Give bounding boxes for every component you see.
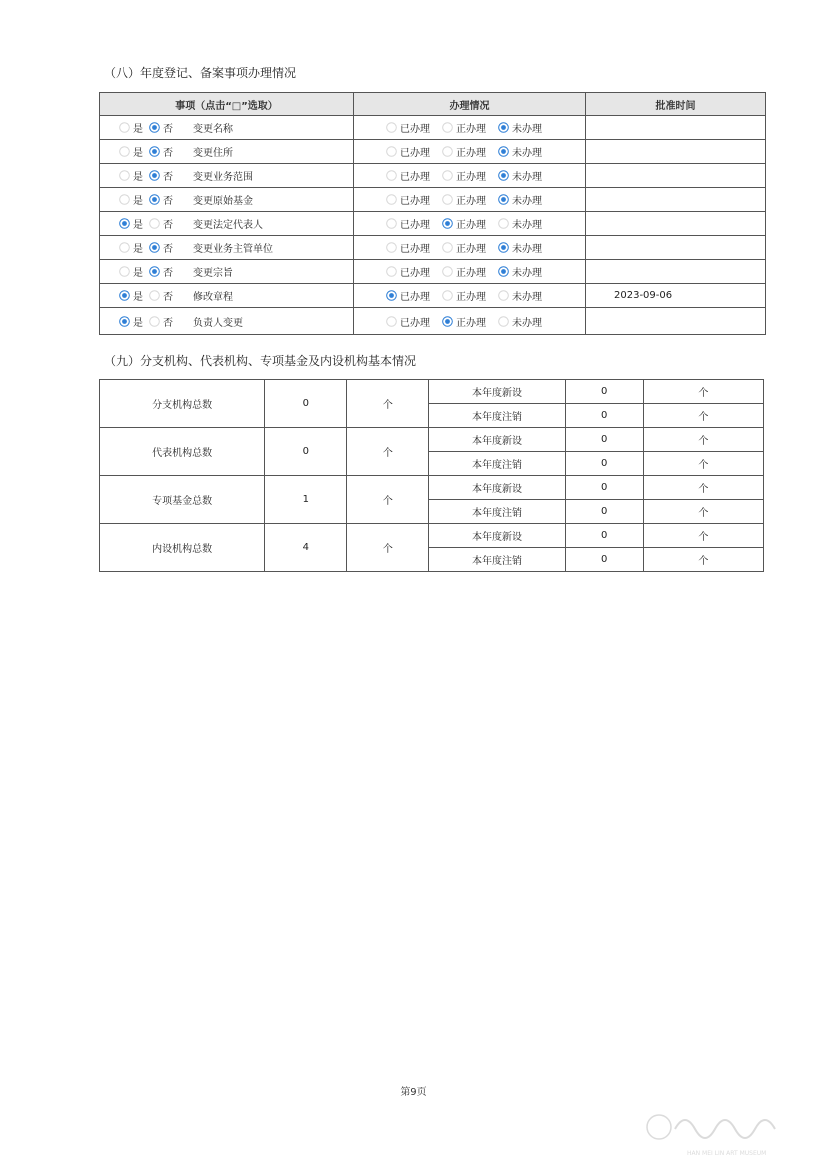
option-label: 未办理 [512, 196, 542, 207]
unit-label: 个 [643, 452, 763, 476]
not-done-option[interactable] [498, 240, 542, 255]
radio-checked-icon[interactable] [149, 170, 160, 181]
radio-checked-icon[interactable] [119, 218, 130, 229]
in-progress-option[interactable] [442, 192, 486, 207]
not-done-option[interactable] [498, 144, 542, 159]
yes-option[interactable] [119, 216, 143, 231]
matter-name: 修改章程 [193, 292, 233, 303]
yes-option[interactable] [119, 288, 143, 303]
institution-type: 代表机构总数 [100, 428, 265, 476]
institution-type: 分支机构总数 [100, 380, 265, 428]
cancel-label: 本年度注销 [429, 548, 565, 572]
matter-name: 变更宗旨 [193, 268, 233, 279]
radio-unchecked-icon[interactable] [442, 194, 453, 205]
matter-cell [100, 116, 354, 140]
institution-type: 内设机构总数 [100, 524, 265, 572]
done-option[interactable] [386, 314, 430, 329]
approval-date [586, 308, 766, 335]
matter-cell [100, 284, 354, 308]
option-label: 已办理 [400, 268, 430, 279]
option-label: 正办理 [456, 220, 486, 231]
done-option[interactable] [386, 144, 430, 159]
option-label: 正办理 [456, 124, 486, 135]
option-label: 是 [133, 220, 143, 231]
approval-date [586, 260, 766, 284]
radio-checked-icon[interactable] [149, 146, 160, 157]
option-label: 否 [163, 292, 173, 303]
table-row [100, 380, 764, 404]
radio-unchecked-icon[interactable] [149, 218, 160, 229]
option-label: 未办理 [512, 148, 542, 159]
new-label: 本年度新设 [429, 524, 565, 548]
institution-type: 专项基金总数 [100, 476, 265, 524]
yes-option[interactable] [119, 168, 143, 183]
not-done-option[interactable] [498, 288, 542, 303]
approval-date [586, 212, 766, 236]
option-label: 否 [163, 124, 173, 135]
matter-cell [100, 212, 354, 236]
no-option[interactable] [149, 120, 173, 135]
approval-date [586, 236, 766, 260]
unit-label: 个 [643, 476, 763, 500]
option-label: 否 [163, 148, 173, 159]
in-progress-option[interactable] [442, 314, 486, 329]
in-progress-option[interactable] [442, 216, 486, 231]
in-progress-option[interactable] [442, 240, 486, 255]
radio-unchecked-icon[interactable] [386, 146, 397, 157]
museum-watermark-logo [645, 1099, 805, 1159]
institution-total: 0 [265, 428, 347, 476]
approval-date [586, 188, 766, 212]
table-row [100, 284, 766, 308]
matter-cell [100, 164, 354, 188]
no-option[interactable] [149, 168, 173, 183]
header-approval-date: 批准时间 [586, 93, 766, 116]
radio-unchecked-icon[interactable] [386, 316, 397, 327]
branch-institutions-table [99, 379, 764, 572]
radio-unchecked-icon[interactable] [386, 242, 397, 253]
approval-date: 2023-09-06 [586, 284, 766, 308]
radio-checked-icon[interactable] [442, 316, 453, 327]
matter-cell [100, 236, 354, 260]
yes-option[interactable] [119, 314, 143, 329]
table-row [100, 260, 766, 284]
institution-total: 4 [265, 524, 347, 572]
cancel-count: 0 [565, 452, 643, 476]
radio-unchecked-icon[interactable] [119, 242, 130, 253]
radio-unchecked-icon[interactable] [386, 218, 397, 229]
done-option[interactable] [386, 216, 430, 231]
radio-unchecked-icon[interactable] [149, 290, 160, 301]
radio-unchecked-icon[interactable] [498, 290, 509, 301]
cancel-label: 本年度注销 [429, 500, 565, 524]
option-label: 正办理 [456, 196, 486, 207]
option-label: 是 [133, 292, 143, 303]
approval-date [586, 116, 766, 140]
status-cell [354, 140, 586, 164]
new-label: 本年度新设 [429, 380, 565, 404]
unit-label: 个 [643, 548, 763, 572]
status-cell [354, 164, 586, 188]
status-cell [354, 212, 586, 236]
status-cell [354, 284, 586, 308]
new-label: 本年度新设 [429, 476, 565, 500]
unit-label: 个 [347, 380, 429, 428]
no-option[interactable] [149, 240, 173, 255]
unit-label: 个 [643, 524, 763, 548]
option-label: 是 [133, 196, 143, 207]
option-label: 是 [133, 124, 143, 135]
radio-checked-icon[interactable] [149, 122, 160, 133]
radio-checked-icon[interactable] [498, 122, 509, 133]
radio-checked-icon[interactable] [119, 290, 130, 301]
status-cell [354, 188, 586, 212]
section-8-title: （八）年度登记、备案事项办理情况 [104, 66, 297, 80]
option-label: 未办理 [512, 220, 542, 231]
option-label: 已办理 [400, 124, 430, 135]
radio-checked-icon[interactable] [498, 266, 509, 277]
option-label: 未办理 [512, 317, 542, 329]
no-option[interactable] [149, 192, 173, 207]
radio-unchecked-icon[interactable] [498, 218, 509, 229]
option-label: 否 [163, 220, 173, 231]
radio-unchecked-icon[interactable] [386, 170, 397, 181]
yes-option[interactable] [119, 264, 143, 279]
radio-unchecked-icon[interactable] [149, 316, 160, 327]
option-label: 已办理 [400, 317, 430, 329]
table-row [100, 140, 766, 164]
table-row [100, 236, 766, 260]
matter-cell [100, 188, 354, 212]
radio-checked-icon[interactable] [498, 242, 509, 253]
matter-name: 变更原始基金 [193, 196, 253, 207]
option-label: 正办理 [456, 317, 486, 329]
status-cell [354, 116, 586, 140]
not-done-option[interactable] [498, 314, 542, 329]
yes-option[interactable] [119, 192, 143, 207]
matter-name: 变更名称 [193, 124, 233, 135]
institution-total: 0 [265, 380, 347, 428]
radio-unchecked-icon[interactable] [442, 122, 453, 133]
table-row [100, 476, 764, 500]
table-row [100, 428, 764, 452]
done-option[interactable] [386, 240, 430, 255]
option-label: 正办理 [456, 172, 486, 183]
new-label: 本年度新设 [429, 428, 565, 452]
not-done-option[interactable] [498, 120, 542, 135]
cancel-count: 0 [565, 500, 643, 524]
option-label: 已办理 [400, 172, 430, 183]
yes-option[interactable] [119, 240, 143, 255]
radio-unchecked-icon[interactable] [119, 266, 130, 277]
option-label: 否 [163, 244, 173, 255]
matter-name: 变更住所 [193, 148, 233, 159]
approval-date [586, 140, 766, 164]
matter-name: 变更业务范围 [193, 172, 253, 183]
not-done-option[interactable] [498, 216, 542, 231]
new-count: 0 [565, 380, 643, 404]
option-label: 未办理 [512, 244, 542, 255]
matter-name: 负责人变更 [193, 317, 243, 329]
radio-unchecked-icon[interactable] [386, 266, 397, 277]
option-label: 已办理 [400, 292, 430, 303]
radio-checked-icon[interactable] [498, 146, 509, 157]
no-option[interactable] [149, 144, 173, 159]
cancel-label: 本年度注销 [429, 452, 565, 476]
option-label: 正办理 [456, 292, 486, 303]
radio-unchecked-icon[interactable] [498, 316, 509, 327]
radio-unchecked-icon[interactable] [442, 170, 453, 181]
table-row [100, 188, 766, 212]
option-label: 已办理 [400, 244, 430, 255]
unit-label: 个 [347, 428, 429, 476]
option-label: 是 [133, 148, 143, 159]
unit-label: 个 [347, 476, 429, 524]
option-label: 已办理 [400, 220, 430, 231]
radio-checked-icon[interactable] [149, 242, 160, 253]
no-option[interactable] [149, 216, 173, 231]
cancel-count: 0 [565, 548, 643, 572]
section-9-title: （九）分支机构、代表机构、专项基金及内设机构基本情况 [104, 354, 417, 368]
option-label: 是 [133, 268, 143, 279]
option-label: 正办理 [456, 148, 486, 159]
option-label: 未办理 [512, 172, 542, 183]
no-option[interactable] [149, 314, 173, 329]
status-cell [354, 308, 586, 335]
new-count: 0 [565, 524, 643, 548]
radio-checked-icon[interactable] [119, 316, 130, 327]
watermark-text: HAN MEI LIN ART MUSEUM [687, 1150, 767, 1157]
matter-name: 变更业务主管单位 [193, 244, 273, 255]
radio-unchecked-icon[interactable] [442, 146, 453, 157]
radio-unchecked-icon[interactable] [442, 290, 453, 301]
radio-unchecked-icon[interactable] [442, 266, 453, 277]
not-done-option[interactable] [498, 264, 542, 279]
not-done-option[interactable] [498, 192, 542, 207]
unit-label: 个 [643, 404, 763, 428]
radio-unchecked-icon[interactable] [119, 194, 130, 205]
done-option[interactable] [386, 120, 430, 135]
option-label: 已办理 [400, 148, 430, 159]
radio-unchecked-icon[interactable] [386, 194, 397, 205]
radio-unchecked-icon[interactable] [119, 170, 130, 181]
radio-checked-icon[interactable] [149, 194, 160, 205]
radio-checked-icon[interactable] [442, 218, 453, 229]
radio-unchecked-icon[interactable] [119, 122, 130, 133]
option-label: 正办理 [456, 268, 486, 279]
option-label: 否 [163, 317, 173, 329]
done-option[interactable] [386, 168, 430, 183]
matter-cell [100, 260, 354, 284]
matter-cell [100, 140, 354, 164]
not-done-option[interactable] [498, 168, 542, 183]
no-option[interactable] [149, 288, 173, 303]
yes-option[interactable] [119, 144, 143, 159]
institution-total: 1 [265, 476, 347, 524]
radio-checked-icon[interactable] [498, 194, 509, 205]
done-option[interactable] [386, 192, 430, 207]
header-matter: 事项（点击“□”选取） [100, 93, 354, 116]
option-label: 否 [163, 196, 173, 207]
radio-checked-icon[interactable] [386, 290, 397, 301]
option-label: 未办理 [512, 124, 542, 135]
table-row [100, 308, 766, 335]
status-cell [354, 260, 586, 284]
unit-label: 个 [643, 428, 763, 452]
done-option[interactable] [386, 288, 430, 303]
radio-checked-icon[interactable] [498, 170, 509, 181]
radio-unchecked-icon[interactable] [119, 146, 130, 157]
table-row [100, 164, 766, 188]
in-progress-option[interactable] [442, 288, 486, 303]
in-progress-option[interactable] [442, 120, 486, 135]
table-row [100, 116, 766, 140]
table-row [100, 212, 766, 236]
status-cell [354, 236, 586, 260]
yes-option[interactable] [119, 120, 143, 135]
option-label: 未办理 [512, 292, 542, 303]
option-label: 未办理 [512, 268, 542, 279]
option-label: 否 [163, 172, 173, 183]
option-label: 是 [133, 244, 143, 255]
option-label: 是 [133, 172, 143, 183]
approval-date [586, 164, 766, 188]
matter-cell [100, 308, 354, 335]
radio-unchecked-icon[interactable] [442, 242, 453, 253]
radio-checked-icon[interactable] [149, 266, 160, 277]
page-number: 第9页 [400, 1087, 427, 1098]
no-option[interactable] [149, 264, 173, 279]
cancel-label: 本年度注销 [429, 404, 565, 428]
done-option[interactable] [386, 264, 430, 279]
option-label: 已办理 [400, 196, 430, 207]
in-progress-option[interactable] [442, 168, 486, 183]
matter-name: 变更法定代表人 [193, 220, 263, 231]
new-count: 0 [565, 476, 643, 500]
option-label: 否 [163, 268, 173, 279]
option-label: 是 [133, 317, 143, 329]
unit-label: 个 [347, 524, 429, 572]
option-label: 正办理 [456, 244, 486, 255]
header-status: 办理情况 [354, 93, 586, 116]
table-row [100, 524, 764, 548]
unit-label: 个 [643, 380, 763, 404]
registration-matters-table [99, 92, 766, 335]
radio-unchecked-icon[interactable] [386, 122, 397, 133]
in-progress-option[interactable] [442, 264, 486, 279]
in-progress-option[interactable] [442, 144, 486, 159]
unit-label: 个 [643, 500, 763, 524]
new-count: 0 [565, 428, 643, 452]
cancel-count: 0 [565, 404, 643, 428]
